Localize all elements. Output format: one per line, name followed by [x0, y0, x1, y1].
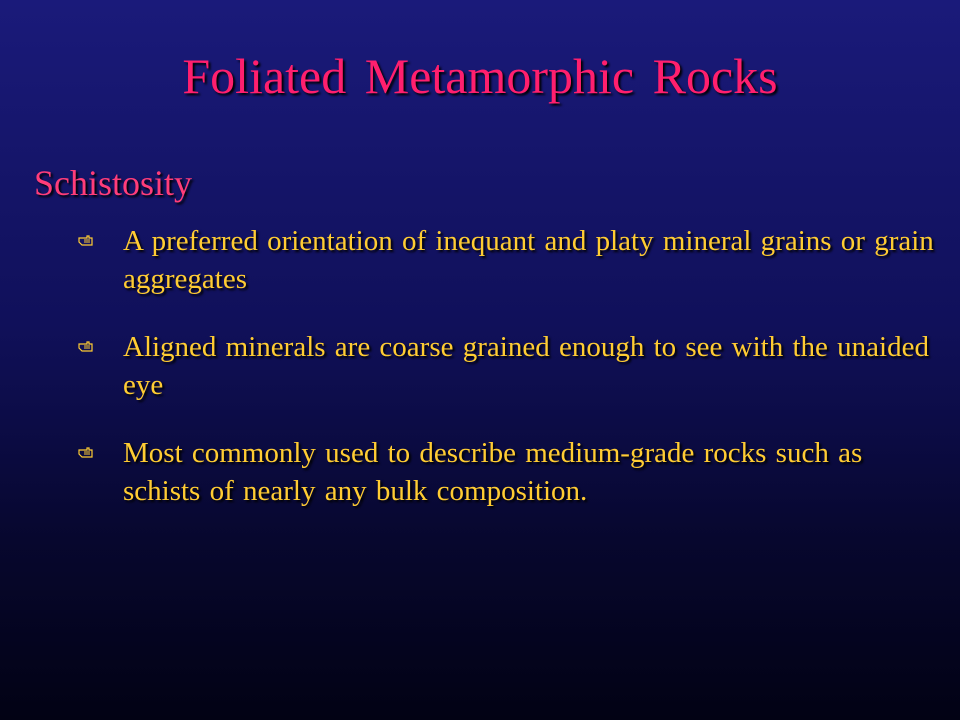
pointing-hand-icon [78, 446, 94, 460]
bullet-list [78, 222, 940, 540]
slide-title: Foliated Metamorphic Rocks [182, 48, 778, 104]
bullet-text: Most commonly used to describe medium-grade rocks such as schists of nearly any bulk composition. [123, 437, 863, 507]
bullet-item [78, 222, 940, 298]
bullet-text: A preferred orientation of inequant and platy mineral grains or grain aggregates [123, 225, 934, 295]
section-heading: Schistosity [34, 163, 193, 203]
pointing-hand-icon [78, 340, 94, 354]
bullet-text: Aligned minerals are coarse grained enough to see with the unaided eye [123, 331, 929, 401]
bullet-item [78, 328, 940, 404]
pointing-hand-icon [78, 234, 94, 248]
bullet-item [78, 434, 940, 510]
